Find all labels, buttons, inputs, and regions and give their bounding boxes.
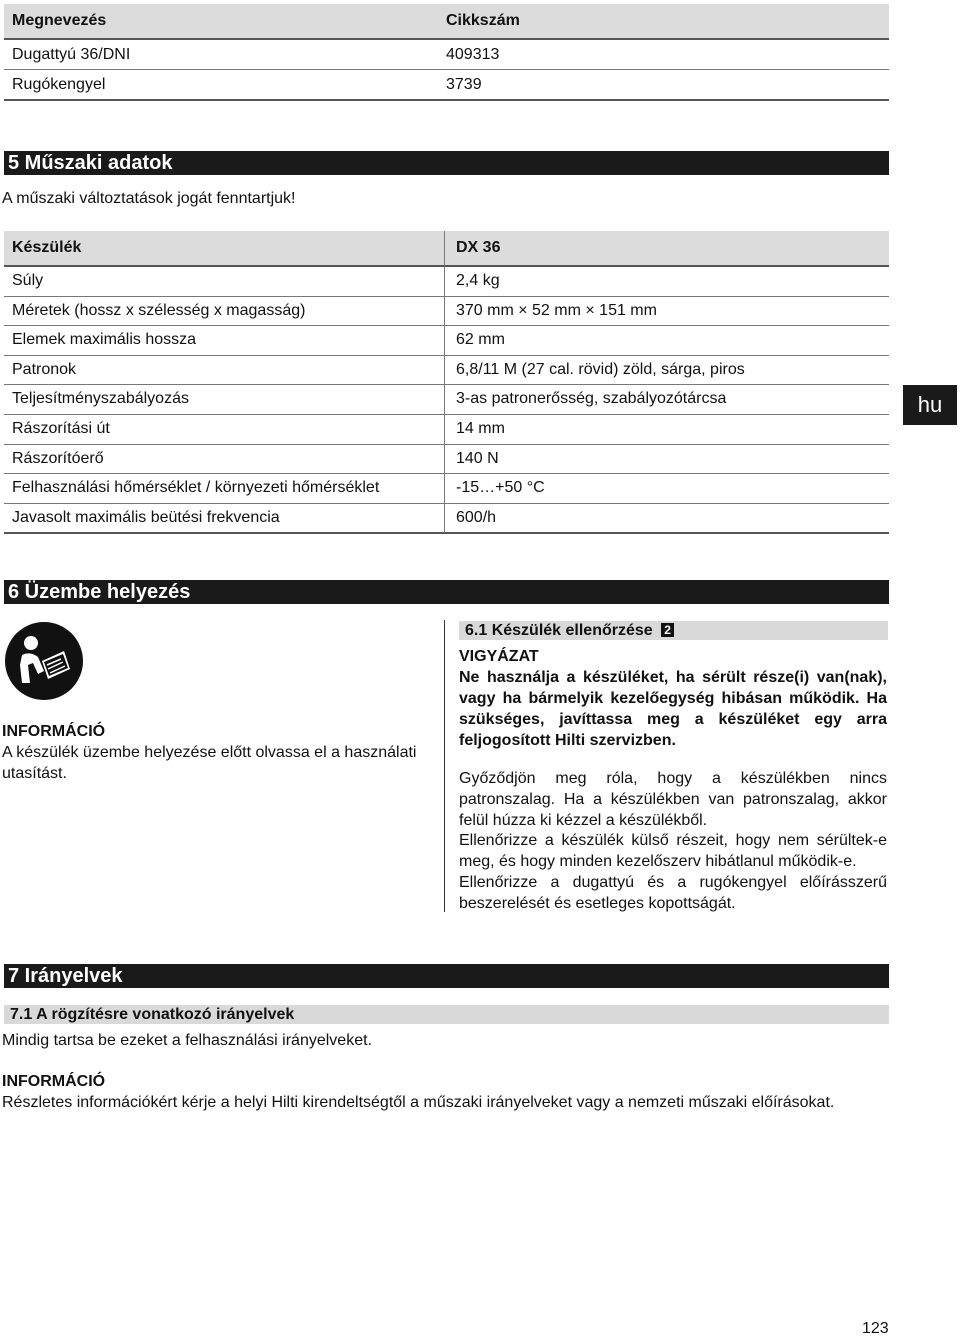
- table-row: [4, 297, 889, 327]
- section-5-note: A műszaki változtatások jogát fenntartjuk!: [2, 190, 296, 207]
- spec-label: Javasolt maximális beütési frekvencia: [12, 508, 280, 526]
- header-name: Megnevezés: [12, 12, 107, 29]
- spec-value: -15…+50 °C: [456, 479, 545, 497]
- table-row: [4, 326, 889, 356]
- tech-data-table: [4, 231, 889, 534]
- caution-label: VIGYÁZAT: [459, 648, 539, 665]
- table-row: [4, 474, 889, 504]
- paragraph: Győződjön meg róla, hogy a készülékben nincs patronszalag. Ha a készülékben van patronszalag, akkor felül húzza ki kézzel a készülékből.: [459, 770, 887, 829]
- language-tab: hu: [903, 385, 957, 425]
- spec-label: Méretek (hossz x szélesség x magasság): [12, 301, 306, 319]
- table-row: [4, 504, 889, 535]
- spec-label: Súly: [12, 272, 44, 289]
- info-text: A készülék üzembe helyezése előtt olvassa el a használati utasítást.: [2, 744, 417, 782]
- spec-value: 62 mm: [456, 331, 505, 349]
- table-row: [4, 70, 889, 101]
- spec-value: 2,4 kg: [456, 272, 500, 289]
- spec-value: 6,8/11 M (27 cal. rövid) zöld, sárga, piros: [456, 360, 745, 378]
- spec-label: Patronok: [12, 360, 77, 378]
- table-row: [4, 40, 889, 70]
- read-manual-icon: [4, 621, 84, 701]
- section-7-heading: 7 Irányelvek: [4, 964, 889, 988]
- table-row: [4, 385, 889, 415]
- table-row: [4, 445, 889, 475]
- subsection-title: 6.1 Készülék ellenőrzése: [465, 622, 653, 639]
- info-label: INFORMÁCIÓ: [2, 723, 106, 740]
- spec-label: Felhasználási hőmérséklet / környezeti hőmérséklet: [12, 479, 380, 497]
- part-name: Dugattyú 36/DNI: [12, 46, 131, 63]
- paragraph: Ellenőrizze a dugattyú és a rugókengyel előírásszerű beszerelését és esetleges kopottságát.: [459, 874, 887, 912]
- header-part-number: Cikkszám: [446, 12, 520, 29]
- part-name: Rugókengyel: [12, 76, 106, 93]
- header-device: Készülék: [12, 239, 82, 256]
- column-divider: [444, 620, 445, 912]
- spec-value: 370 mm × 52 mm × 151 mm: [456, 301, 657, 319]
- subsection-6-1-heading: [459, 621, 888, 640]
- subsection-7-1-heading: 7.1 A rögzítésre vonatkozó irányelvek: [4, 1005, 889, 1024]
- table-row: [4, 415, 889, 445]
- spec-value: 14 mm: [456, 419, 505, 437]
- tech-table-header: [4, 231, 889, 267]
- spec-value: 140 N: [456, 449, 499, 467]
- spec-label: Rászorítóerő: [12, 449, 104, 467]
- table-row: [4, 356, 889, 386]
- section-6-heading: 6 Üzembe helyezés: [4, 580, 889, 604]
- section-5-heading: 5 Műszaki adatok: [4, 151, 889, 175]
- spec-label: Teljesítményszabályozás: [12, 390, 189, 408]
- spec-value: 3-as patronerősség, szabályozótárcsa: [456, 390, 727, 408]
- parts-table-header: [4, 4, 889, 40]
- part-number: 409313: [446, 46, 500, 63]
- spec-label: Elemek maximális hossza: [12, 331, 197, 349]
- part-number: 3739: [446, 76, 482, 93]
- parts-table: [4, 4, 889, 101]
- spec-label: Rászorítási út: [12, 419, 110, 437]
- paragraph: Mindig tartsa be ezeket a felhasználási irányelveket.: [2, 1032, 372, 1049]
- header-model: DX 36: [456, 239, 501, 256]
- figure-badge: 2: [661, 623, 674, 637]
- table-row: [4, 267, 889, 297]
- paragraph: Ellenőrizze a készülék külső részeit, hogy nem sérültek-e meg, és hogy minden kezelőszerv hibátlanul működik-e.: [459, 832, 887, 870]
- caution-text: Ne használja a készüléket, ha sérült része(i) van(nak), vagy ha bármelyik kezelőegység hibásan működik. Ha szükséges, javíttassa meg a készüléket egy arra feljogosított Hilti szervizben.: [459, 669, 887, 749]
- spec-value: 600/h: [456, 508, 497, 526]
- info-text: Részletes információkért kérje a helyi Hilti kirendeltségtől a műszaki irányelveket vagy a nemzeti műszaki előírásokat.: [2, 1094, 835, 1111]
- page-number: 123: [862, 1320, 889, 1337]
- info-label: INFORMÁCIÓ: [2, 1073, 106, 1090]
